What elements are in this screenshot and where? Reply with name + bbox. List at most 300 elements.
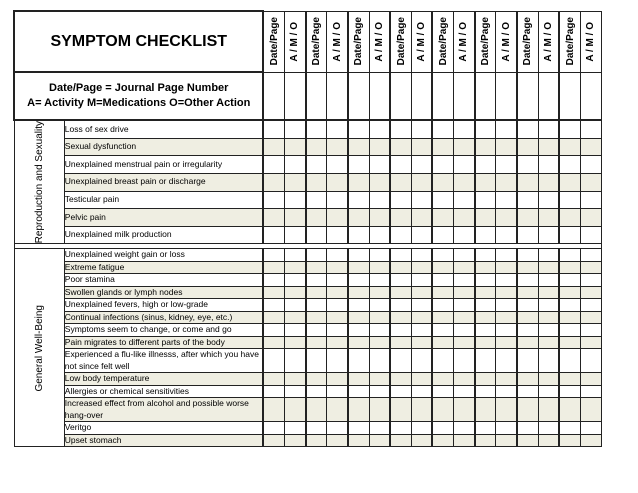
entry-cell[interactable] xyxy=(538,311,559,324)
entry-cell[interactable] xyxy=(496,299,517,312)
entry-cell[interactable] xyxy=(559,286,580,299)
entry-cell[interactable] xyxy=(538,226,559,244)
entry-cell[interactable] xyxy=(390,209,411,227)
entry-cell[interactable] xyxy=(263,261,284,274)
entry-cell[interactable] xyxy=(411,249,432,262)
entry-cell[interactable] xyxy=(263,398,284,422)
entry-cell[interactable] xyxy=(496,138,517,156)
entry-cell[interactable] xyxy=(306,274,327,287)
entry-cell[interactable] xyxy=(559,311,580,324)
entry-cell[interactable] xyxy=(327,173,348,191)
entry-cell[interactable] xyxy=(580,249,601,262)
entry-cell[interactable] xyxy=(454,336,475,349)
entry-cell[interactable] xyxy=(263,349,284,373)
entry-cell[interactable] xyxy=(517,274,538,287)
entry-cell[interactable] xyxy=(432,173,453,191)
entry-cell[interactable] xyxy=(475,191,496,209)
entry-cell[interactable] xyxy=(454,138,475,156)
entry-cell[interactable] xyxy=(411,336,432,349)
entry-cell[interactable] xyxy=(432,434,453,447)
entry-cell[interactable] xyxy=(390,299,411,312)
entry-cell[interactable] xyxy=(306,398,327,422)
entry-cell[interactable] xyxy=(432,261,453,274)
entry-cell[interactable] xyxy=(263,274,284,287)
entry-cell[interactable] xyxy=(580,173,601,191)
entry-cell[interactable] xyxy=(411,156,432,174)
entry-cell[interactable] xyxy=(580,120,601,138)
entry-cell[interactable] xyxy=(369,274,390,287)
entry-cell[interactable] xyxy=(475,226,496,244)
entry-cell[interactable] xyxy=(496,173,517,191)
entry-cell[interactable] xyxy=(285,349,306,373)
entry-cell[interactable] xyxy=(369,385,390,398)
entry-cell[interactable] xyxy=(263,173,284,191)
entry-cell[interactable] xyxy=(369,434,390,447)
entry-cell[interactable] xyxy=(580,336,601,349)
entry-cell[interactable] xyxy=(432,398,453,422)
entry-cell[interactable] xyxy=(496,311,517,324)
entry-cell[interactable] xyxy=(475,373,496,386)
entry-cell[interactable] xyxy=(263,324,284,337)
entry-cell[interactable] xyxy=(517,385,538,398)
entry-cell[interactable] xyxy=(475,349,496,373)
entry-cell[interactable] xyxy=(454,311,475,324)
entry-cell[interactable] xyxy=(538,349,559,373)
entry-cell[interactable] xyxy=(432,373,453,386)
entry-cell[interactable] xyxy=(285,138,306,156)
entry-cell[interactable] xyxy=(559,226,580,244)
entry-cell[interactable] xyxy=(348,422,369,435)
entry-cell[interactable] xyxy=(538,299,559,312)
entry-cell[interactable] xyxy=(559,299,580,312)
entry-cell[interactable] xyxy=(475,156,496,174)
entry-cell[interactable] xyxy=(580,434,601,447)
entry-cell[interactable] xyxy=(538,385,559,398)
entry-cell[interactable] xyxy=(475,299,496,312)
entry-cell[interactable] xyxy=(263,209,284,227)
entry-cell[interactable] xyxy=(559,385,580,398)
entry-cell[interactable] xyxy=(390,261,411,274)
entry-cell[interactable] xyxy=(517,173,538,191)
entry-cell[interactable] xyxy=(475,385,496,398)
entry-cell[interactable] xyxy=(454,261,475,274)
entry-cell[interactable] xyxy=(538,422,559,435)
entry-cell[interactable] xyxy=(580,385,601,398)
entry-cell[interactable] xyxy=(369,156,390,174)
entry-cell[interactable] xyxy=(263,311,284,324)
entry-cell[interactable] xyxy=(454,398,475,422)
entry-cell[interactable] xyxy=(327,138,348,156)
entry-cell[interactable] xyxy=(390,156,411,174)
entry-cell[interactable] xyxy=(285,311,306,324)
entry-cell[interactable] xyxy=(348,173,369,191)
entry-cell[interactable] xyxy=(432,274,453,287)
entry-cell[interactable] xyxy=(517,422,538,435)
entry-cell[interactable] xyxy=(306,311,327,324)
entry-cell[interactable] xyxy=(263,299,284,312)
entry-cell[interactable] xyxy=(411,373,432,386)
entry-cell[interactable] xyxy=(348,191,369,209)
entry-cell[interactable] xyxy=(348,120,369,138)
entry-cell[interactable] xyxy=(496,336,517,349)
entry-cell[interactable] xyxy=(538,209,559,227)
entry-cell[interactable] xyxy=(517,336,538,349)
entry-cell[interactable] xyxy=(263,373,284,386)
entry-cell[interactable] xyxy=(348,274,369,287)
entry-cell[interactable] xyxy=(559,398,580,422)
entry-cell[interactable] xyxy=(263,120,284,138)
entry-cell[interactable] xyxy=(390,249,411,262)
entry-cell[interactable] xyxy=(369,120,390,138)
entry-cell[interactable] xyxy=(369,349,390,373)
entry-cell[interactable] xyxy=(327,299,348,312)
entry-cell[interactable] xyxy=(390,173,411,191)
entry-cell[interactable] xyxy=(411,422,432,435)
entry-cell[interactable] xyxy=(496,209,517,227)
entry-cell[interactable] xyxy=(454,274,475,287)
entry-cell[interactable] xyxy=(538,191,559,209)
entry-cell[interactable] xyxy=(475,274,496,287)
entry-cell[interactable] xyxy=(580,422,601,435)
entry-cell[interactable] xyxy=(285,324,306,337)
entry-cell[interactable] xyxy=(580,156,601,174)
entry-cell[interactable] xyxy=(390,434,411,447)
entry-cell[interactable] xyxy=(432,249,453,262)
entry-cell[interactable] xyxy=(285,120,306,138)
entry-cell[interactable] xyxy=(454,226,475,244)
entry-cell[interactable] xyxy=(390,138,411,156)
entry-cell[interactable] xyxy=(306,138,327,156)
entry-cell[interactable] xyxy=(580,286,601,299)
entry-cell[interactable] xyxy=(306,156,327,174)
entry-cell[interactable] xyxy=(348,373,369,386)
entry-cell[interactable] xyxy=(306,261,327,274)
entry-cell[interactable] xyxy=(306,120,327,138)
entry-cell[interactable] xyxy=(369,398,390,422)
entry-cell[interactable] xyxy=(432,385,453,398)
entry-cell[interactable] xyxy=(369,299,390,312)
entry-cell[interactable] xyxy=(559,324,580,337)
entry-cell[interactable] xyxy=(496,422,517,435)
entry-cell[interactable] xyxy=(454,191,475,209)
entry-cell[interactable] xyxy=(517,209,538,227)
entry-cell[interactable] xyxy=(285,249,306,262)
entry-cell[interactable] xyxy=(348,209,369,227)
entry-cell[interactable] xyxy=(327,422,348,435)
entry-cell[interactable] xyxy=(432,226,453,244)
entry-cell[interactable] xyxy=(306,286,327,299)
entry-cell[interactable] xyxy=(411,209,432,227)
entry-cell[interactable] xyxy=(285,274,306,287)
entry-cell[interactable] xyxy=(263,286,284,299)
entry-cell[interactable] xyxy=(348,349,369,373)
entry-cell[interactable] xyxy=(369,209,390,227)
entry-cell[interactable] xyxy=(327,324,348,337)
entry-cell[interactable] xyxy=(285,261,306,274)
entry-cell[interactable] xyxy=(432,324,453,337)
entry-cell[interactable] xyxy=(390,422,411,435)
entry-cell[interactable] xyxy=(538,286,559,299)
entry-cell[interactable] xyxy=(348,324,369,337)
entry-cell[interactable] xyxy=(538,373,559,386)
entry-cell[interactable] xyxy=(432,191,453,209)
entry-cell[interactable] xyxy=(285,422,306,435)
entry-cell[interactable] xyxy=(390,373,411,386)
entry-cell[interactable] xyxy=(390,120,411,138)
entry-cell[interactable] xyxy=(327,226,348,244)
entry-cell[interactable] xyxy=(411,226,432,244)
entry-cell[interactable] xyxy=(263,434,284,447)
entry-cell[interactable] xyxy=(580,349,601,373)
entry-cell[interactable] xyxy=(496,385,517,398)
entry-cell[interactable] xyxy=(454,422,475,435)
entry-cell[interactable] xyxy=(263,249,284,262)
entry-cell[interactable] xyxy=(327,261,348,274)
entry-cell[interactable] xyxy=(306,249,327,262)
entry-cell[interactable] xyxy=(454,173,475,191)
entry-cell[interactable] xyxy=(496,249,517,262)
entry-cell[interactable] xyxy=(411,324,432,337)
entry-cell[interactable] xyxy=(411,138,432,156)
entry-cell[interactable] xyxy=(348,336,369,349)
entry-cell[interactable] xyxy=(517,299,538,312)
entry-cell[interactable] xyxy=(432,299,453,312)
entry-cell[interactable] xyxy=(411,286,432,299)
entry-cell[interactable] xyxy=(411,120,432,138)
entry-cell[interactable] xyxy=(559,261,580,274)
entry-cell[interactable] xyxy=(559,209,580,227)
entry-cell[interactable] xyxy=(475,138,496,156)
entry-cell[interactable] xyxy=(496,274,517,287)
entry-cell[interactable] xyxy=(263,422,284,435)
entry-cell[interactable] xyxy=(390,286,411,299)
entry-cell[interactable] xyxy=(327,311,348,324)
entry-cell[interactable] xyxy=(327,249,348,262)
entry-cell[interactable] xyxy=(348,249,369,262)
entry-cell[interactable] xyxy=(475,398,496,422)
entry-cell[interactable] xyxy=(348,311,369,324)
entry-cell[interactable] xyxy=(580,191,601,209)
entry-cell[interactable] xyxy=(517,138,538,156)
entry-cell[interactable] xyxy=(538,156,559,174)
entry-cell[interactable] xyxy=(306,373,327,386)
entry-cell[interactable] xyxy=(538,336,559,349)
entry-cell[interactable] xyxy=(411,398,432,422)
entry-cell[interactable] xyxy=(475,209,496,227)
entry-cell[interactable] xyxy=(306,349,327,373)
entry-cell[interactable] xyxy=(306,226,327,244)
entry-cell[interactable] xyxy=(475,286,496,299)
entry-cell[interactable] xyxy=(285,209,306,227)
entry-cell[interactable] xyxy=(454,209,475,227)
entry-cell[interactable] xyxy=(559,173,580,191)
entry-cell[interactable] xyxy=(475,324,496,337)
entry-cell[interactable] xyxy=(517,324,538,337)
entry-cell[interactable] xyxy=(369,191,390,209)
entry-cell[interactable] xyxy=(580,311,601,324)
entry-cell[interactable] xyxy=(559,336,580,349)
entry-cell[interactable] xyxy=(263,385,284,398)
entry-cell[interactable] xyxy=(285,286,306,299)
entry-cell[interactable] xyxy=(432,422,453,435)
entry-cell[interactable] xyxy=(390,191,411,209)
entry-cell[interactable] xyxy=(580,209,601,227)
entry-cell[interactable] xyxy=(411,261,432,274)
entry-cell[interactable] xyxy=(369,422,390,435)
entry-cell[interactable] xyxy=(559,274,580,287)
entry-cell[interactable] xyxy=(517,286,538,299)
entry-cell[interactable] xyxy=(263,226,284,244)
entry-cell[interactable] xyxy=(517,311,538,324)
entry-cell[interactable] xyxy=(327,209,348,227)
entry-cell[interactable] xyxy=(369,226,390,244)
entry-cell[interactable] xyxy=(517,261,538,274)
entry-cell[interactable] xyxy=(559,191,580,209)
entry-cell[interactable] xyxy=(559,349,580,373)
entry-cell[interactable] xyxy=(285,434,306,447)
entry-cell[interactable] xyxy=(390,324,411,337)
entry-cell[interactable] xyxy=(454,299,475,312)
entry-cell[interactable] xyxy=(538,324,559,337)
entry-cell[interactable] xyxy=(306,385,327,398)
entry-cell[interactable] xyxy=(496,434,517,447)
entry-cell[interactable] xyxy=(390,336,411,349)
entry-cell[interactable] xyxy=(454,156,475,174)
entry-cell[interactable] xyxy=(475,336,496,349)
entry-cell[interactable] xyxy=(496,226,517,244)
entry-cell[interactable] xyxy=(369,249,390,262)
entry-cell[interactable] xyxy=(559,138,580,156)
entry-cell[interactable] xyxy=(580,261,601,274)
entry-cell[interactable] xyxy=(432,286,453,299)
entry-cell[interactable] xyxy=(517,434,538,447)
entry-cell[interactable] xyxy=(454,434,475,447)
entry-cell[interactable] xyxy=(285,299,306,312)
entry-cell[interactable] xyxy=(390,398,411,422)
entry-cell[interactable] xyxy=(559,120,580,138)
entry-cell[interactable] xyxy=(348,226,369,244)
entry-cell[interactable] xyxy=(327,385,348,398)
entry-cell[interactable] xyxy=(496,349,517,373)
entry-cell[interactable] xyxy=(327,274,348,287)
entry-cell[interactable] xyxy=(263,156,284,174)
entry-cell[interactable] xyxy=(348,138,369,156)
entry-cell[interactable] xyxy=(369,286,390,299)
entry-cell[interactable] xyxy=(390,274,411,287)
entry-cell[interactable] xyxy=(538,398,559,422)
entry-cell[interactable] xyxy=(285,373,306,386)
entry-cell[interactable] xyxy=(432,120,453,138)
entry-cell[interactable] xyxy=(306,209,327,227)
entry-cell[interactable] xyxy=(306,173,327,191)
entry-cell[interactable] xyxy=(390,311,411,324)
entry-cell[interactable] xyxy=(369,311,390,324)
entry-cell[interactable] xyxy=(496,156,517,174)
entry-cell[interactable] xyxy=(432,311,453,324)
entry-cell[interactable] xyxy=(348,286,369,299)
entry-cell[interactable] xyxy=(263,138,284,156)
entry-cell[interactable] xyxy=(454,249,475,262)
entry-cell[interactable] xyxy=(348,385,369,398)
entry-cell[interactable] xyxy=(496,286,517,299)
entry-cell[interactable] xyxy=(263,191,284,209)
entry-cell[interactable] xyxy=(327,434,348,447)
entry-cell[interactable] xyxy=(306,324,327,337)
entry-cell[interactable] xyxy=(285,226,306,244)
entry-cell[interactable] xyxy=(475,173,496,191)
entry-cell[interactable] xyxy=(454,349,475,373)
entry-cell[interactable] xyxy=(285,156,306,174)
entry-cell[interactable] xyxy=(517,349,538,373)
entry-cell[interactable] xyxy=(390,349,411,373)
entry-cell[interactable] xyxy=(475,311,496,324)
entry-cell[interactable] xyxy=(559,156,580,174)
entry-cell[interactable] xyxy=(327,398,348,422)
entry-cell[interactable] xyxy=(496,398,517,422)
entry-cell[interactable] xyxy=(517,226,538,244)
entry-cell[interactable] xyxy=(285,173,306,191)
entry-cell[interactable] xyxy=(327,156,348,174)
entry-cell[interactable] xyxy=(538,249,559,262)
entry-cell[interactable] xyxy=(390,385,411,398)
entry-cell[interactable] xyxy=(327,349,348,373)
entry-cell[interactable] xyxy=(538,434,559,447)
entry-cell[interactable] xyxy=(327,336,348,349)
entry-cell[interactable] xyxy=(496,324,517,337)
entry-cell[interactable] xyxy=(327,120,348,138)
entry-cell[interactable] xyxy=(454,373,475,386)
entry-cell[interactable] xyxy=(432,336,453,349)
entry-cell[interactable] xyxy=(454,286,475,299)
entry-cell[interactable] xyxy=(411,191,432,209)
entry-cell[interactable] xyxy=(432,138,453,156)
entry-cell[interactable] xyxy=(327,286,348,299)
entry-cell[interactable] xyxy=(348,261,369,274)
entry-cell[interactable] xyxy=(580,138,601,156)
entry-cell[interactable] xyxy=(327,191,348,209)
entry-cell[interactable] xyxy=(517,373,538,386)
entry-cell[interactable] xyxy=(411,385,432,398)
entry-cell[interactable] xyxy=(411,274,432,287)
entry-cell[interactable] xyxy=(369,336,390,349)
entry-cell[interactable] xyxy=(411,299,432,312)
entry-cell[interactable] xyxy=(538,138,559,156)
entry-cell[interactable] xyxy=(517,398,538,422)
entry-cell[interactable] xyxy=(559,249,580,262)
entry-cell[interactable] xyxy=(432,209,453,227)
entry-cell[interactable] xyxy=(580,324,601,337)
entry-cell[interactable] xyxy=(559,422,580,435)
entry-cell[interactable] xyxy=(369,373,390,386)
entry-cell[interactable] xyxy=(496,191,517,209)
entry-cell[interactable] xyxy=(517,249,538,262)
entry-cell[interactable] xyxy=(538,173,559,191)
entry-cell[interactable] xyxy=(454,385,475,398)
entry-cell[interactable] xyxy=(348,398,369,422)
entry-cell[interactable] xyxy=(538,120,559,138)
entry-cell[interactable] xyxy=(369,261,390,274)
entry-cell[interactable] xyxy=(538,261,559,274)
entry-cell[interactable] xyxy=(411,173,432,191)
entry-cell[interactable] xyxy=(432,349,453,373)
entry-cell[interactable] xyxy=(454,120,475,138)
entry-cell[interactable] xyxy=(390,226,411,244)
entry-cell[interactable] xyxy=(496,120,517,138)
entry-cell[interactable] xyxy=(306,299,327,312)
entry-cell[interactable] xyxy=(369,138,390,156)
entry-cell[interactable] xyxy=(559,434,580,447)
entry-cell[interactable] xyxy=(475,261,496,274)
